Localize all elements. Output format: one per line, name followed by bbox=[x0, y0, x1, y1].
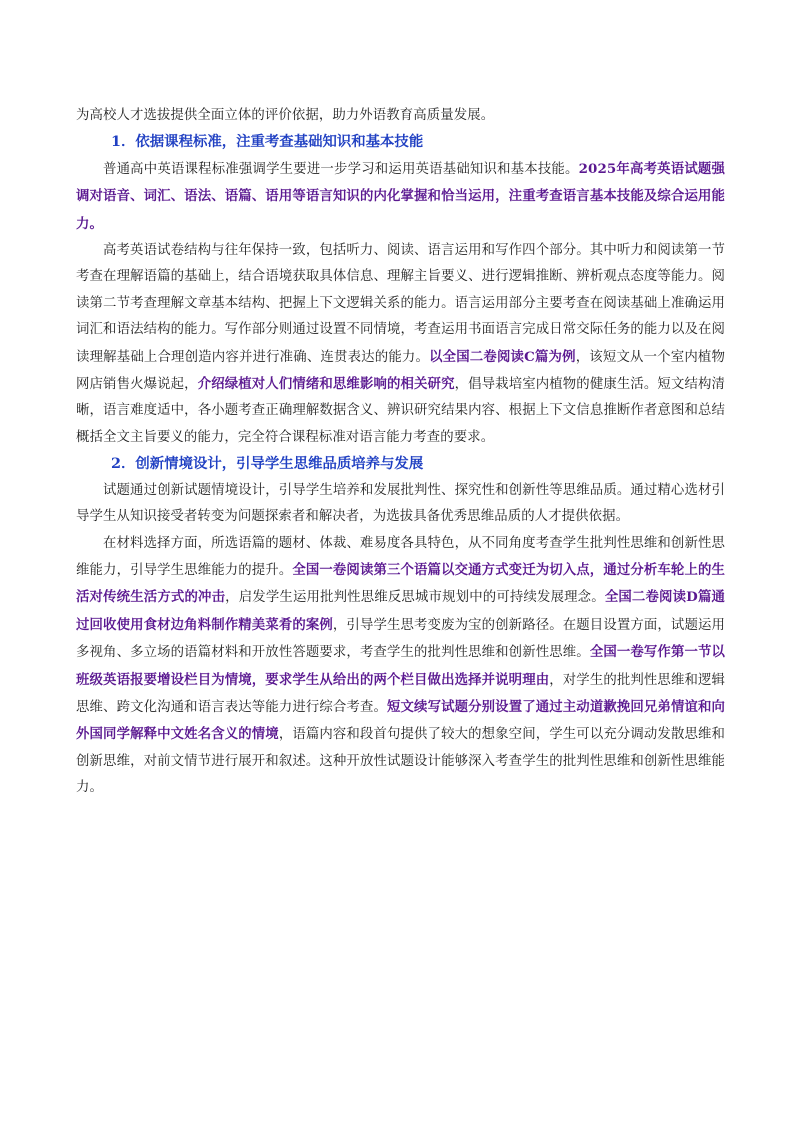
section-2-heading: 2．创新情境设计，引导学生思维品质培养与发展 bbox=[111, 455, 424, 473]
section-1-paragraph-2 bbox=[76, 238, 725, 451]
highlighted-text: 短文续写试题分别设置了通过主动道歉挽回兄弟情谊和向外国同学解释中文姓名含义的情境 bbox=[76, 698, 725, 743]
intro-paragraph: 为高校人才选拔提供全面立体的评价依据，助力外语教育高质量发展。 bbox=[76, 108, 495, 123]
paragraph-text: 试题通过创新试题情境设计，引导学生培养和发展批判性、探究性和创新性等思维品质。通过精心选材引导学生从知识接受者转变为问题探索者和解决者，为选拔具备优秀思维品质的人才提供依据。 bbox=[76, 482, 725, 525]
paragraph-text: ，启发学生运用批判性思维反思城市规划中的可持续发展理念。 bbox=[225, 590, 605, 606]
paragraph-text: ，对学生的批判性思维和逻辑思维、跨文化沟通和语言表达等能力进行综合考查。 bbox=[76, 672, 725, 715]
section-1-heading: 1．依据课程标准，注重考查基础知识和基本技能 bbox=[111, 133, 424, 151]
paragraph-text: 在材料选择方面，所选语篇的题材、体裁、难易度各具特色，从不同角度考查学生批判性思维和创新性思维能力，引导学生思维能力的提升。 bbox=[76, 535, 725, 578]
section-2-paragraph-1 bbox=[76, 478, 725, 531]
highlighted-text: 全国一卷阅读第三个语篇以交通方式变迁为切入点，通过分析车轮上的生活对传统生活方式的冲击 bbox=[76, 561, 725, 606]
paragraph-text: ，引导学生思考变废为宝的创新路径。在题目设置方面，试题运用多视角、多立场的语篇材料和开放性答题要求，考查学生的批判性思维和创新性思维。 bbox=[76, 617, 725, 661]
section-2-paragraph-2 bbox=[76, 531, 725, 802]
highlighted-text: 介绍绿植对人们情绪和思维影响的相关研究 bbox=[197, 376, 455, 393]
paragraph-text: ，该短文从一个室内植物网店销售火爆说起， bbox=[76, 349, 725, 393]
paragraph-text: 高考英语试卷结构与往年保持一致，包括听力、阅读、语言运用和写作四个部分。其中听力和阅读第一节考查在理解语篇的基础上，结合语境获取具体信息、理解主旨要义、进行逻辑推断、辨析观点态度等能力。阅读第二节考查理解文章基本结构、把握上下文逻辑关系的能力。语言运用部分主要考查在阅读基础上准确运用词汇和语法结构的能力。写作部分则通过设置不同情境，考查运用书面语言完成日常交际任务的能力以及在阅读理解基础上合理创造内容并进行准确、连贯表达的能力。 bbox=[76, 243, 725, 365]
section-1-paragraph-1 bbox=[76, 156, 725, 238]
highlighted-text: 2025年高考英语试题强调对语音、词汇、语法、语篇、语用等语言知识的内化掌握和恰当运用，注重考查语言基本技能及综合运用能力。 bbox=[76, 160, 726, 232]
paragraph-text: 普通高中英语课程标准强调学生要进一步学习和运用英语基础知识和基本技能。 bbox=[103, 161, 579, 177]
document-body bbox=[76, 103, 725, 802]
highlighted-text: 以全国二卷阅读C篇为例 bbox=[429, 348, 576, 365]
paragraph-text: ，语篇内容和段首句提供了较大的想象空间，学生可以充分调动发散思维和创新思维，对前文情节进行展开和叙述。这种开放性试题设计能够深入考查学生的批判性思维和创新性思维能力。 bbox=[76, 727, 725, 796]
paragraph-text: ，倡导栽培室内植物的健康生活。短文结构清晰，语言难度适中，各小题考查正确理解数据含义、辨识研究结果内容、根据上下文信息推断作者意图和总结概括全文主旨要义的能力，完全符合课程标准对语言能力考查的要求。 bbox=[76, 377, 726, 445]
highlighted-text: 全国二卷阅读D篇通过回收使用食材边角料制作精美菜肴的案例 bbox=[76, 589, 725, 633]
highlighted-text: 全国一卷写作第一节以班级英语报要增设栏目为情境，要求学生从给出的两个栏目做出选择并说明理由 bbox=[76, 644, 726, 688]
